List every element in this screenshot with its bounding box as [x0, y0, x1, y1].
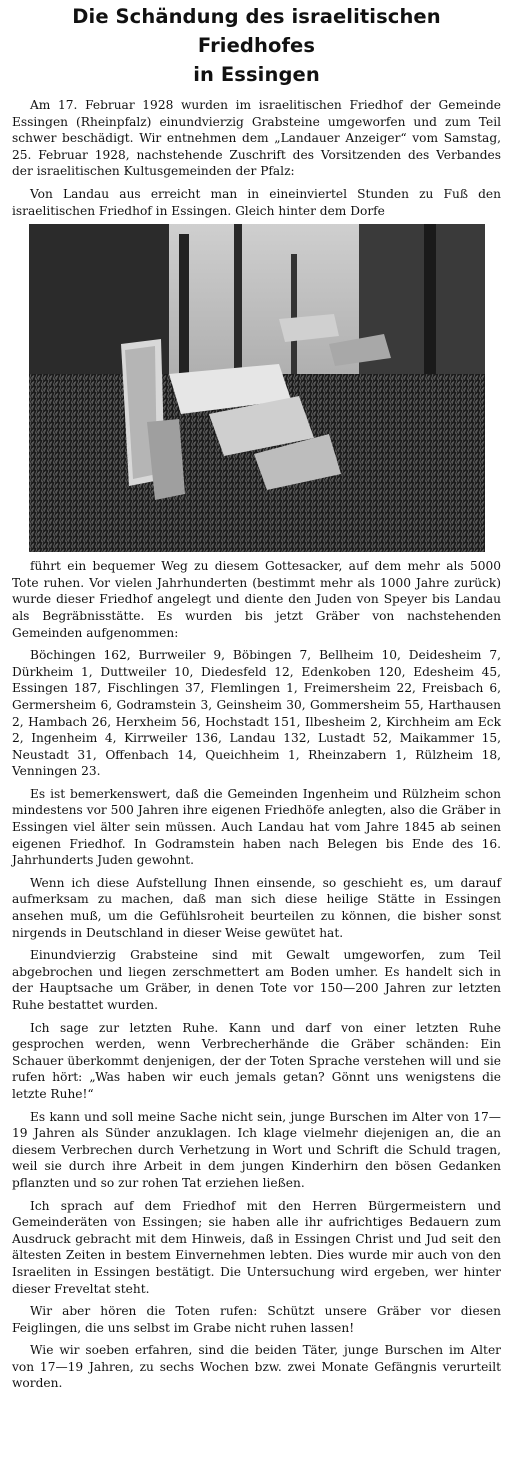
paragraph-5: Ich sage zur letzten Ruhe. Kann und darf von einer letzten Ruhe gesprochen werden, wenn Verbrecherhände die Gräber schänden: Ein Schauer überkommt denjenigen, der der Toten Sprache verstehen will und sie rufen hört: „Was haben wir euch jemals getan? Gönnt uns wenigstens die letzte Ruhe!“ — [12, 1020, 501, 1101]
paragraph-9: Wie wir soeben erfahren, sind die beiden Täter, junge Burschen im Alter von 17—19 Jahren, zu sechs Wochen bzw. zwei Monate Gefängnis verurteilt worden. — [12, 1343, 501, 1391]
title-line-2: in Essingen — [193, 63, 320, 86]
paragraph-1-continued: führt ein bequemer Weg zu diesem Gottesacker, auf dem mehr als 5000 Tote ruhen. Vor vielen Jahrhunderten (bestimmt mehr als 1000 Jahre zurück) wurde dieser Friedhof angelegt und diente den Juden von Speyer bis Landau als Begräbnisstätte. Es wurden bis jetzt Gräber von nachstehenden Gemeinden aufgenommen: — [12, 559, 501, 640]
intro-paragraph: Am 17. Februar 1928 wurden im israelitischen Friedhof der Gemeinde Essingen (Rheinpfalz) einundvierzig Grabsteine umgeworfen und zum Teil schwer beschädigt. Wir entnehmen dem „Landauer Anzeiger“ vom Samstag, 25. Februar 1928, nachstehende Zuschrift des Vorsitzenden des Verbandes der israelitischen Kultusgemeinden der Pfalz: — [12, 98, 501, 179]
paragraph-2: Es ist bemerkenswert, daß die Gemeinden Ingenheim und Rülzheim schon mindestens vor 500 Jahren ihre eigenen Friedhöfe anlegten, also die Gräber in Essingen viel älter sein müssen. Auch Landau hat vom Jahre 1845 ab seinen eigenen Friedhof. In Godramstein haben nach Belegen bis Ende des 16. Jahrhunderts Juden gewohnt. — [12, 786, 501, 868]
communities-list: Böchingen 162, Burrweiler 9, Böbingen 7, Bellheim 10, Deidesheim 7, Dürkheim 1, Duttweiler 10, Diedesfeld 12, Edenkoben 120, Edesheim 45, Essingen 187, Fischlingen 37, Flemlingen 1, Freimersheim 22, Freisbach 6, Germersheim 6, Godramstein 3, Geinsheim 30, Gommersheim 55, Harthausen 2, Hambach 26, Herxheim 56, Hochstadt 151, Ilbesheim 2, Kirchheim am Eck 2, Ingenheim 4, Kirrweiler 136, Landau 132, Lustadt 52, Maikammer 15, Neustadt 31, Offenbach 14, Queichheim 1, Rheinzabern 1, Rülzheim 18, Venningen 23. — [12, 648, 501, 779]
paragraph-1-start: Von Landau aus erreicht man in eineinviertel Stunden zu Fuß den israelitischen Friedhof in Essingen. Gleich hinter dem Dorfe — [12, 186, 501, 218]
article-title — [12, 0, 501, 89]
title-line-1: Die Schändung des israelitischen Friedhofes — [72, 5, 441, 57]
paragraph-6: Es kann und soll meine Sache nicht sein, junge Burschen im Alter von 17—19 Jahren als Sünder anzuklagen. Ich klage vielmehr diejenigen an, die an diesem Verbrechen durch Verhetzung in Wort und Schrift die Schuld tragen, weil sie durch ihre Arbeit in dem jungen Kinderhirn den bösen Gedanken pflanzten und so zur rohen Tat erziehen ließen. — [12, 1109, 501, 1190]
paragraph-3: Wenn ich diese Aufstellung Ihnen einsende, so geschieht es, um darauf aufmerksam zu machen, daß man sich diese heilige Stätte in Essingen ansehen muß, um die Gefühlsroheit beurteilen zu können, die bisher sonst nirgends in Deutschland in dieser Weise gewütet hat. — [12, 875, 501, 940]
paragraph-8: Wir aber hören die Toten rufen: Schützt unsere Gräber vor diesen Feiglingen, die uns selbst im Grabe nicht ruhen lassen! — [12, 1304, 501, 1335]
cemetery-photo — [29, 224, 485, 552]
paragraph-7: Ich sprach auf dem Friedhof mit den Herren Bürgermeistern und Gemeinderäten von Essingen; sie haben alle ihr aufrichtiges Bedauern zum Ausdruck gebracht mit dem Hinweis, daß in Essingen Christ und Jud seit den ältesten Zeiten in bestem Einvernehmen lebten. Dies wurde mir auch von den Israeliten in Essingen bestätigt. Die Untersuchung wird ergeben, wer hinter dieser Freveltat steht. — [12, 1198, 501, 1296]
paragraph-4: Einundvierzig Grabsteine sind mit Gewalt umgeworfen, zum Teil abgebrochen und liegen zerschmettert am Boden umher. Es handelt sich in der Hauptsache um Gräber, in denen Tote vor 150—200 Jahren zur letzten Ruhe bestattet wurden. — [12, 948, 501, 1012]
